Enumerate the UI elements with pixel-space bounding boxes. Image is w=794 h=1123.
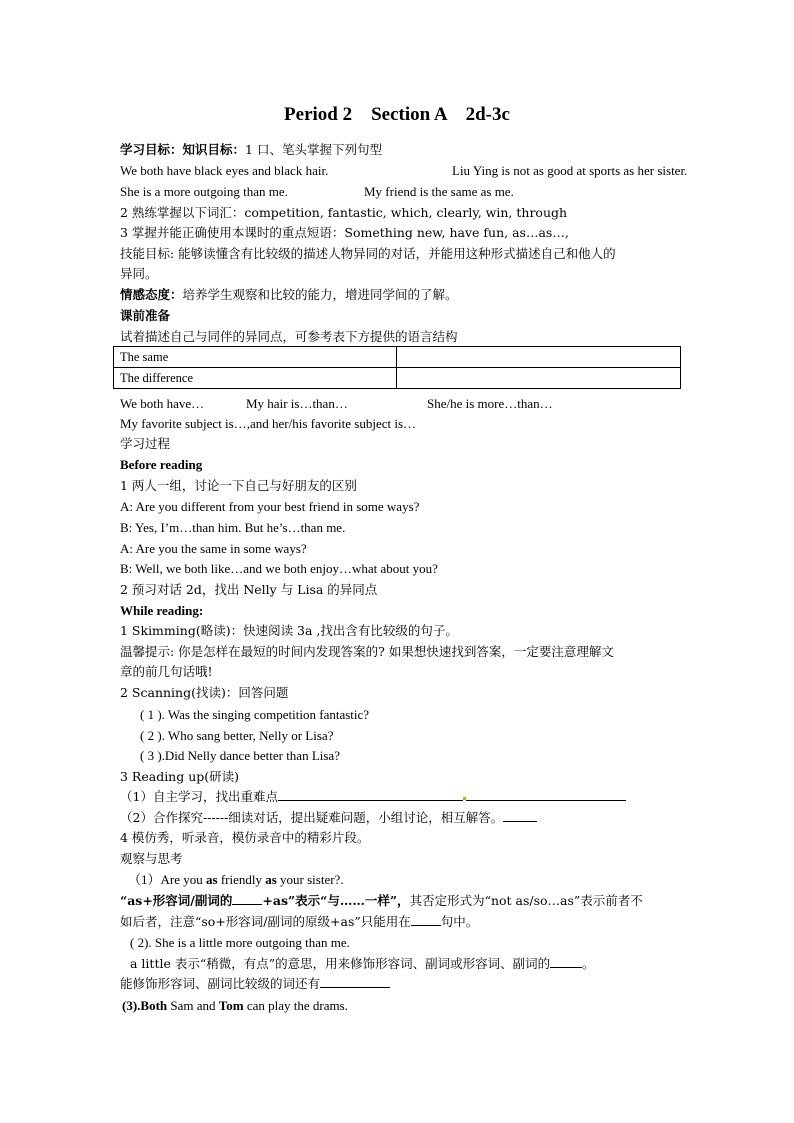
example-2-note-a: a little 表示“稍微，有点”的意思，用来修饰形容词、副词或形容词、副词的 — [130, 956, 551, 971]
while-reading-heading: While reading: — [120, 603, 204, 618]
scanning-task: 2 Scanning(找读)：回答问题 — [120, 685, 289, 700]
answer-blank[interactable] — [466, 789, 626, 801]
example-1 — [128, 871, 344, 888]
sentence-pattern-4: My friend is the same as me. — [364, 184, 514, 199]
knowledge-objective-label: 学习目标：知识目标： — [120, 142, 246, 157]
knowledge-objective-text: 1 口、笔头掌握下列句型 — [245, 142, 382, 157]
attitude-label: 情感态度： — [120, 287, 183, 302]
answer-blank[interactable] — [503, 810, 537, 822]
rule-1-b: +as”表示“与……一样”， — [262, 893, 410, 908]
prep-instruction: 试着描述自己与同伴的异同点，可参考表下方提供的语言结构 — [120, 329, 458, 344]
before-task-2: 2 预习对话 2d，找出 Nelly 与 Lisa 的异同点 — [120, 582, 378, 597]
sentence-pattern-row-1 — [120, 162, 328, 179]
rule-2-b: 句中。 — [440, 914, 479, 929]
dialogue-line: A: Are you the same in some ways? — [120, 541, 307, 556]
answer-blank[interactable] — [278, 789, 463, 801]
dialogue-line: B: Well, we both like…and we both enjoy…what about you? — [120, 561, 438, 576]
skill-objective-line-2: 异同。 — [120, 266, 158, 281]
question-3: ( 3 ).Did Nelly dance better than Lisa? — [140, 748, 340, 763]
phrase-objective: 3 掌握并能正确使用本课时的重点短语：Something new, have fun, as…as…, — [120, 225, 569, 240]
table-cell-input[interactable] — [397, 368, 681, 389]
table-cell-label: The difference — [114, 368, 397, 389]
tip-line-1: 温馨提示: 你是怎样在最短的时间内发现答案的? 如果想快速找到答案，一定要注意理解文 — [120, 644, 614, 659]
example-3 — [122, 997, 348, 1014]
dialogue-line: A: Are you different from your best friend in some ways? — [120, 499, 420, 514]
example-3-both: (3).Both — [122, 998, 168, 1013]
attitude-text: 培养学生观察和比较的能力，增进同学间的了解。 — [182, 287, 458, 302]
example-1-c: your sister?. — [276, 872, 344, 887]
prep-heading: 课前准备 — [120, 308, 171, 323]
example-3-tom: Tom — [218, 998, 244, 1013]
example-3-mid: Sam and — [167, 998, 219, 1013]
answer-blank[interactable] — [411, 914, 441, 926]
rule-1-a: “as+形容词/副词的 — [120, 893, 233, 908]
structure-2: My hair is…than… — [246, 396, 348, 411]
structure-1: We both have… — [120, 396, 205, 411]
sentence-pattern-3: She is a more outgoing than me. — [120, 184, 288, 199]
rule-2-a: 如后者，注意“so+形容词/副词的原级+as”只能用在 — [120, 914, 411, 929]
rule-line-1 — [120, 892, 643, 909]
question-2: ( 2 ). Who sang better, Nelly or Lisa? — [140, 728, 334, 743]
sentence-pattern-1: We both have black eyes and black hair. — [120, 163, 329, 178]
answer-blank[interactable] — [232, 893, 262, 905]
example-2-note — [130, 955, 595, 972]
table-row — [114, 368, 681, 389]
table-row — [114, 347, 681, 368]
attitude-objective — [120, 286, 458, 303]
example-2: ( 2). She is a little more outgoing than me. — [130, 935, 350, 950]
structure-4: My favorite subject is…,and her/his favorite subject is… — [120, 416, 417, 431]
observe-heading: 观察与思考 — [120, 851, 183, 866]
example-1-a: （1）Are you — [128, 872, 206, 887]
example-3-end: can play the drams. — [243, 998, 348, 1013]
tip-line-2: 章的前几句话哦! — [120, 664, 213, 679]
before-task-1: 1 两人一组，讨论一下自己与好朋友的区别 — [120, 478, 357, 493]
example-2-note-2-text: 能修饰形容词、副词比较级的词还有 — [120, 976, 321, 991]
imitation-task: 4 模仿秀，听录音，模仿录音中的精彩片段。 — [120, 830, 370, 845]
knowledge-objective-line — [120, 141, 382, 158]
dialogue-line: B: Yes, I’m…than him. But he’s…than me. — [120, 520, 346, 535]
rule-1-c: 其否定形式为“not as/so…as”表示前者不 — [409, 893, 643, 908]
reading-up-step-1 — [120, 788, 626, 805]
sentence-pattern-2: Liu Ying is not as good at sports as her sister. — [452, 163, 688, 178]
reading-up-task: 3 Reading up(研读) — [120, 769, 240, 784]
answer-blank[interactable] — [320, 976, 390, 988]
example-2-note-2 — [120, 975, 390, 992]
reading-up-step-1-text: （1）自主学习，找出重难点 — [120, 789, 278, 804]
example-1-b: friendly — [217, 872, 266, 887]
table-cell-label: The same — [114, 347, 397, 368]
page-title: Period 2 Section A 2d-3c — [284, 104, 510, 125]
example-1-as-2: as — [265, 872, 277, 887]
vocab-objective: 2 熟练掌握以下词汇：competition, fantastic, which, clearly, win, through — [120, 205, 568, 220]
before-reading-heading: Before reading — [120, 457, 203, 472]
reading-up-step-2 — [120, 809, 537, 826]
question-1: ( 1 ). Was the singing competition fantastic? — [140, 707, 370, 722]
reading-up-step-2-text: （2）合作探究------细读对话，提出疑难问题，小组讨论，相互解答。 — [120, 810, 504, 825]
example-2-note-b: 。 — [582, 956, 595, 971]
answer-blank[interactable] — [550, 956, 582, 968]
skimming-task: 1 Skimming(略读)：快速阅读 3a ,找出含有比较级的句子。 — [120, 623, 458, 638]
structure-3: She/he is more…than… — [427, 396, 553, 411]
skill-objective-line-1: 技能目标: 能够读懂含有比较级的描述人物异同的对话，并能用这种形式描述自己和他人的 — [120, 246, 616, 261]
rule-line-2 — [120, 913, 478, 930]
example-1-as-1: as — [206, 872, 218, 887]
table-cell-input[interactable] — [397, 347, 681, 368]
same-difference-table — [113, 346, 681, 389]
process-heading: 学习过程 — [120, 436, 171, 451]
